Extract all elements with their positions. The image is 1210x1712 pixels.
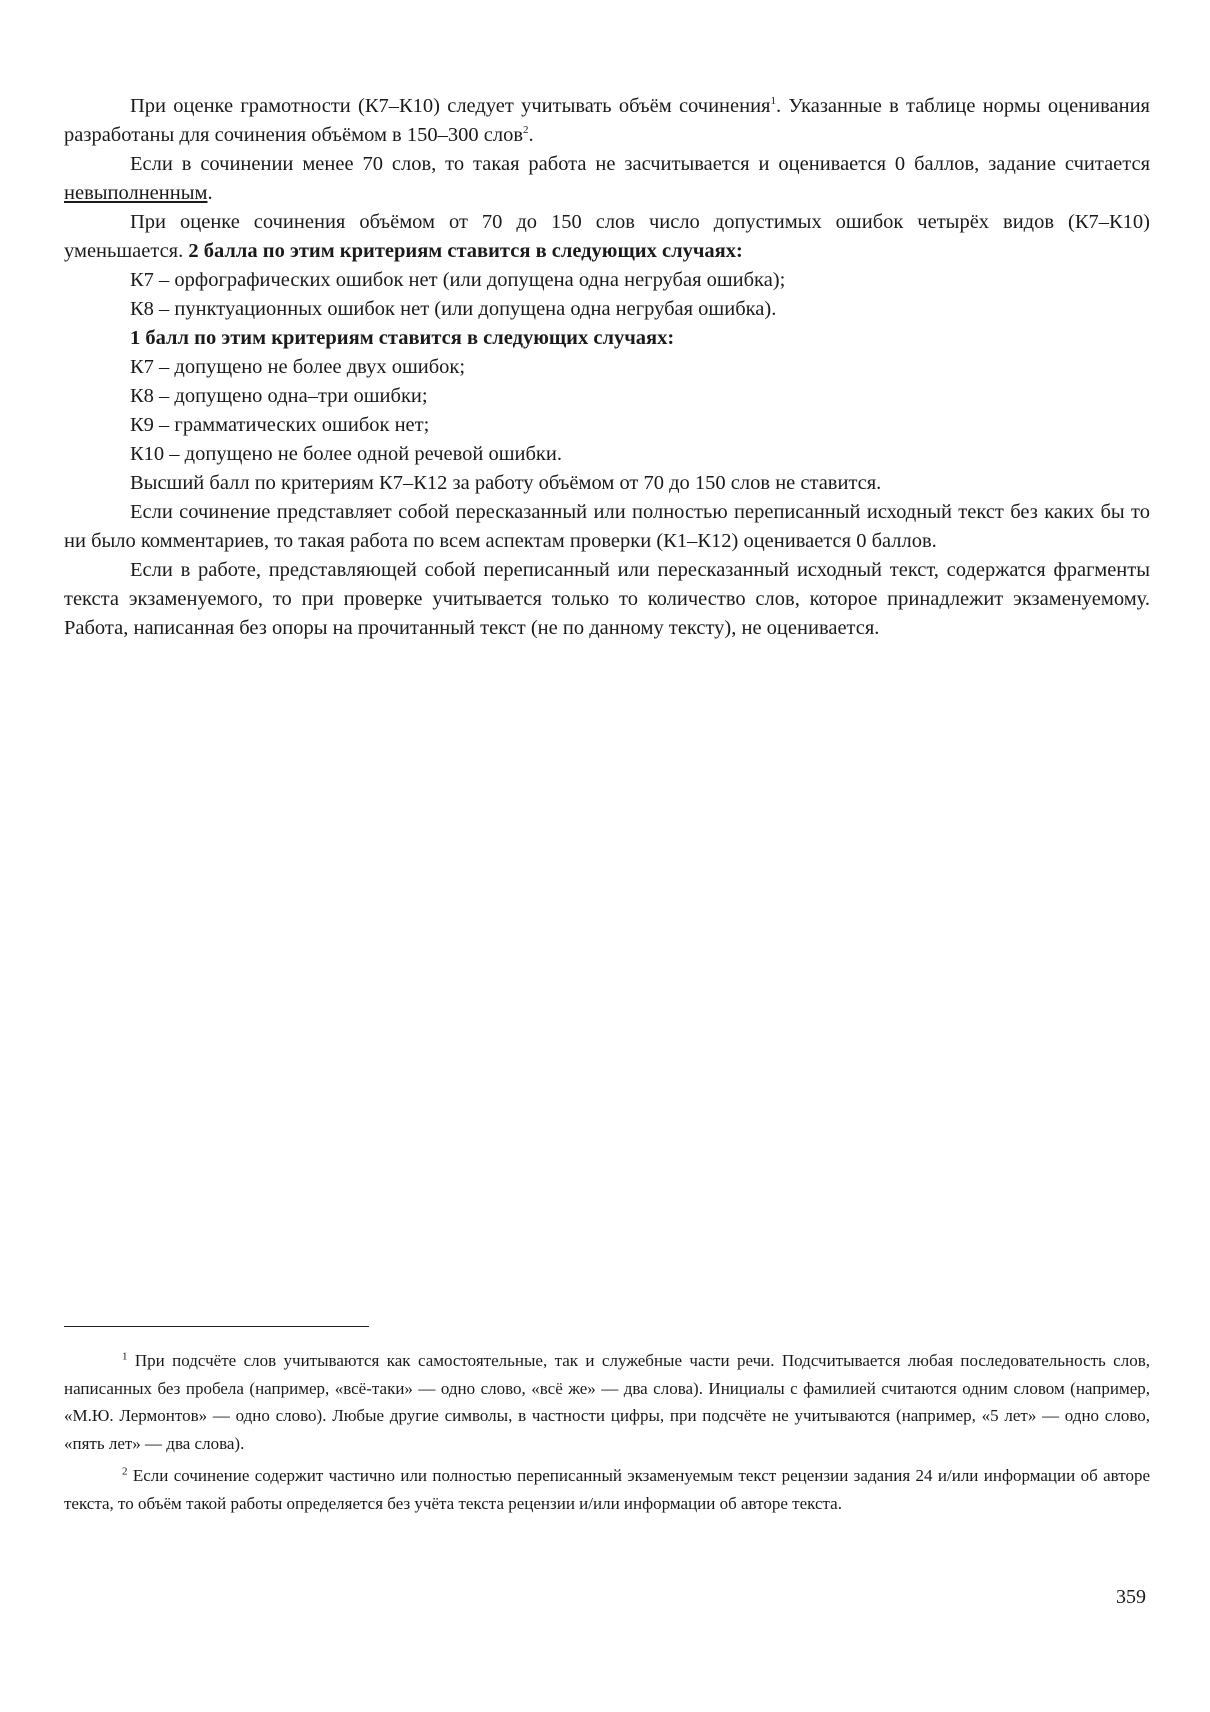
page-body [64, 92, 1150, 643]
footnote-divider [64, 1326, 369, 1327]
page-number: 359 [1116, 1586, 1146, 1608]
paragraph-under-70-words [64, 150, 1150, 208]
bold-heading-1-point [64, 324, 1150, 353]
criterion-k8-1pt: К8 – допущено одна–три ошибки; [130, 385, 428, 407]
footnote-1 [64, 1347, 1150, 1457]
paragraph-retold-text: Если сочинение представляет собой пересказанный или полностью переписанный исходный текст без каких бы то ни было комментариев, то такая работа по всем аспектам проверки (К1–К12) оценивается 0 баллов. [64, 501, 1150, 552]
footnote-text: Если сочинение содержит частично или полностью переписанный экзаменуемым текст рецензии задания 24 и/или информации об авторе текста, то объём такой работы определяется без учёта текста рецензии и/или информации об авторе текста. [64, 1466, 1150, 1513]
underlined-term: невыполненным [64, 182, 208, 204]
footnote-2 [64, 1462, 1150, 1517]
footnote-ref-2: 2 [523, 124, 529, 137]
footnote-marker: 1 [122, 1350, 128, 1363]
footnote-text: При подсчёте слов учитываются как самостоятельные, так и служебные части речи. Подсчитывается любая последовательность слов, написанных без пробела (например, «всё-таки» — одно слово, «всё же» — два слова). Инициалы с фамилией считаются одним словом (например, «М.Ю. Лермонтов» — одно слово). Любые другие символы, в частности цифры, при подсчёте не учитываются (например, «5 лет» — одно слово, «пять лет» — два слова). [64, 1351, 1150, 1453]
paragraph-text: . [207, 182, 213, 204]
footnote-marker: 2 [122, 1465, 128, 1478]
paragraph-literacy-assessment [64, 92, 1150, 150]
criterion-k7-1pt: К7 – допущено не более двух ошибок; [130, 356, 466, 378]
paragraph-text: При оценке грамотности (К7–К10) следует учитывать объём сочинения [130, 95, 771, 117]
criterion-k7-2pts: К7 – орфографических ошибок нет (или допущена одна негрубая ошибка); [130, 269, 786, 291]
paragraph-highest-score: Высший балл по критериям К7–К12 за работу объёмом от 70 до 150 слов не ставится. [130, 472, 882, 494]
paragraph-text: . Указанные в таблице нормы оценивания разработаны для сочинения объёмом в 150–300 слов [64, 95, 1150, 146]
criterion-k10-1pt: К10 – допущено не более одной речевой ошибки. [130, 443, 562, 465]
paragraph-text: При оценке сочинения объёмом от 70 до 150 слов число допустимых ошибок четырёх видов (К7–К10) уменьшается. [64, 211, 1150, 262]
paragraph-text: Если в сочинении менее 70 слов, то такая работа не засчитывается и оценивается 0 баллов, задание считается [130, 153, 1150, 175]
criterion-k9-1pt: К9 – грамматических ошибок нет; [130, 414, 430, 436]
bold-heading-1-point-text: 1 балл по этим критериям ставится в следующих случаях: [130, 327, 675, 349]
footnotes-section [64, 1326, 1150, 1517]
paragraph-text: . [528, 124, 534, 146]
footnote-ref-1: 1 [770, 95, 776, 108]
criterion-k8-2pts: К8 – пунктуационных ошибок нет (или допущена одна негрубая ошибка). [130, 298, 777, 320]
bold-heading-2-points: 2 балла по этим критериям ставится в следующих случаях: [188, 240, 743, 262]
paragraph-70-150-words [64, 208, 1150, 266]
paragraph-rewritten-text: Если в работе, представляющей собой переписанный или пересказанный исходный текст, содержатся фрагменты текста экзаменуемого, то при проверке учитывается только то количество слов, которое принадлежит экзаменуемому. Работа, написанная без опоры на прочитанный текст (не по данному тексту), не оценивается. [64, 559, 1150, 639]
